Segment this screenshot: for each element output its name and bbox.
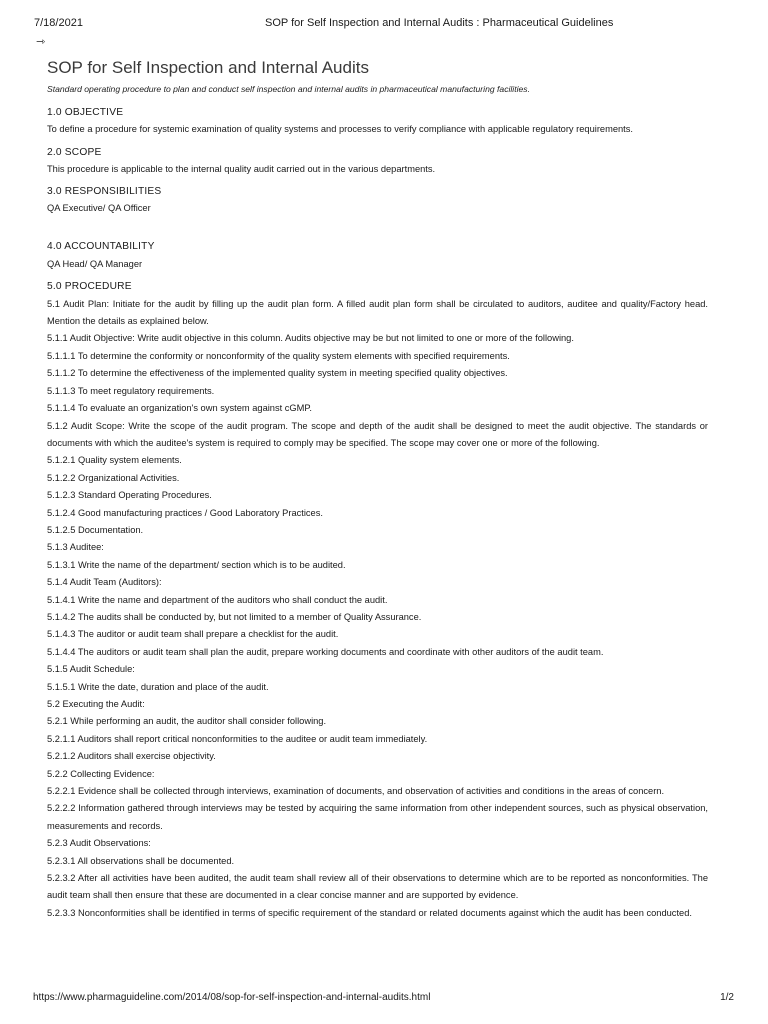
procedure-item: 5.1 Audit Plan: Initiate for the audit by filling up the audit plan form. A filled audit plan form shall be circulated to auditors, auditee and quality/Factory head. Mention the details as explained below. bbox=[47, 298, 708, 327]
section-heading-accountability: 4.0 ACCOUNTABILITY bbox=[47, 241, 155, 253]
arrow-icon: ⇾ bbox=[36, 36, 46, 48]
procedure-item: 5.2.2.1 Evidence shall be collected through interviews, examination of documents, and observation of activities and conditions in the areas of concern. bbox=[47, 786, 665, 797]
procedure-item: 5.1.5.1 Write the date, duration and place of the audit. bbox=[47, 681, 269, 692]
procedure-item: 5.2.3.3 Nonconformities shall be identified in terms of specific requirement of the standard or related documents against which the audit has been conducted. bbox=[47, 907, 692, 918]
procedure-item: 5.2.1.1 Auditors shall report critical nonconformities to the auditee or audit team immediately. bbox=[47, 733, 428, 744]
section-text-objective: To define a procedure for systemic examination of quality systems and processes to verify compliance with applicable regulatory requirements. bbox=[47, 124, 633, 135]
section-text-accountability: QA Head/ QA Manager bbox=[47, 258, 143, 269]
page-url: https://www.pharmaguideline.com/2014/08/sop-for-self-inspection-and-internal-audits.html bbox=[33, 992, 431, 1003]
section-heading-responsibilities: 3.0 RESPONSIBILITIES bbox=[47, 185, 162, 197]
procedure-item: 5.1.1.1 To determine the conformity or nonconformity of the quality system elements with specified requirements. bbox=[47, 350, 510, 361]
procedure-item: 5.1.1.3 To meet regulatory requirements. bbox=[47, 385, 215, 396]
procedure-item: 5.1.5 Audit Schedule: bbox=[47, 664, 135, 675]
procedure-item: 5.1.1.4 To evaluate an organization's own system against cGMP. bbox=[47, 403, 312, 414]
print-header-title: SOP for Self Inspection and Internal Audits : Pharmaceutical Guidelines bbox=[265, 17, 614, 29]
section-heading-scope: 2.0 SCOPE bbox=[47, 146, 102, 158]
procedure-item: 5.2.2 Collecting Evidence: bbox=[47, 768, 155, 779]
page-number: 1/2 bbox=[720, 992, 734, 1003]
procedure-item: 5.1.3.1 Write the name of the department/ section which is to be audited. bbox=[47, 559, 346, 570]
procedure-item: 5.1.4.4 The auditors or audit team shall plan the audit, prepare working documents and coordinate with other auditors of the audit team. bbox=[47, 646, 604, 657]
document-title: SOP for Self Inspection and Internal Audits bbox=[47, 58, 369, 77]
procedure-item: 5.2.3 Audit Observations: bbox=[47, 838, 151, 849]
section-heading-procedure: 5.0 PROCEDURE bbox=[47, 281, 132, 293]
procedure-item: 5.1.4.2 The audits shall be conducted by, but not limited to a member of Quality Assurance. bbox=[47, 611, 422, 622]
procedure-item: 5.1.2.5 Documentation. bbox=[47, 524, 144, 535]
procedure-item: 5.1.2.2 Organizational Activities. bbox=[47, 472, 180, 483]
procedure-item: 5.2.2.2 Information gathered through interviews may be tested by acquiring the same information from other independent sources, such as physical observation, measurements and records. bbox=[47, 803, 708, 831]
procedure-item: 5.1.2.1 Quality system elements. bbox=[47, 455, 182, 466]
document-subtitle: Standard operating procedure to plan and conduct self inspection and internal audits in pharmaceutical manufacturing facilities. bbox=[47, 84, 530, 94]
procedure-item: 5.2.1 While performing an audit, the auditor shall consider following. bbox=[47, 716, 327, 727]
print-date: 7/18/2021 bbox=[34, 17, 83, 29]
procedure-item: 5.1.2.4 Good manufacturing practices / Good Laboratory Practices. bbox=[47, 507, 323, 518]
procedure-item: 5.1.1 Audit Objective: Write audit objective in this column. Audits objective may be but not limited to one or more of the following. bbox=[47, 333, 574, 344]
procedure-item: 5.1.3 Auditee: bbox=[47, 542, 104, 553]
procedure-item: 5.2 Executing the Audit: bbox=[47, 699, 145, 709]
section-text-responsibilities: QA Executive/ QA Officer bbox=[47, 203, 151, 214]
procedure-item: 5.1.1.2 To determine the effectiveness of the implemented quality system in meeting specified quality objectives. bbox=[47, 368, 508, 379]
procedure-item: 5.1.4.1 Write the name and department of the auditors who shall conduct the audit. bbox=[47, 594, 388, 605]
procedure-item: 5.2.3.1 All observations shall be documented. bbox=[47, 855, 235, 866]
procedure-item: 5.1.4 Audit Team (Auditors): bbox=[47, 577, 162, 588]
procedure-item: 5.1.2 Audit Scope: Write the scope of the audit program. The scope and depth of the audit shall be designed to meet the audit objective. The standards or documents with which the auditee's system is required to comply may be specified. The scope may cover one or more of the following. bbox=[47, 420, 708, 448]
section-heading-objective: 1.0 OBJECTIVE bbox=[47, 107, 124, 118]
procedure-item: 5.1.4.3 The auditor or audit team shall prepare a checklist for the audit. bbox=[47, 629, 339, 640]
document-body bbox=[47, 104, 708, 922]
procedure-item: 5.1.2.3 Standard Operating Procedures. bbox=[47, 490, 212, 501]
procedure-item: 5.2.1.2 Auditors shall exercise objectivity. bbox=[47, 751, 216, 762]
procedure-item: 5.2.3.2 After all activities have been audited, the audit team shall review all of their observations to determine which are to be reported as nonconformities. The audit team shall then ensure that these are documented in a clear concise manner and are supported by evidence. bbox=[47, 873, 708, 901]
section-text-scope: This procedure is applicable to the internal quality audit carried out in the various departments. bbox=[47, 164, 436, 175]
